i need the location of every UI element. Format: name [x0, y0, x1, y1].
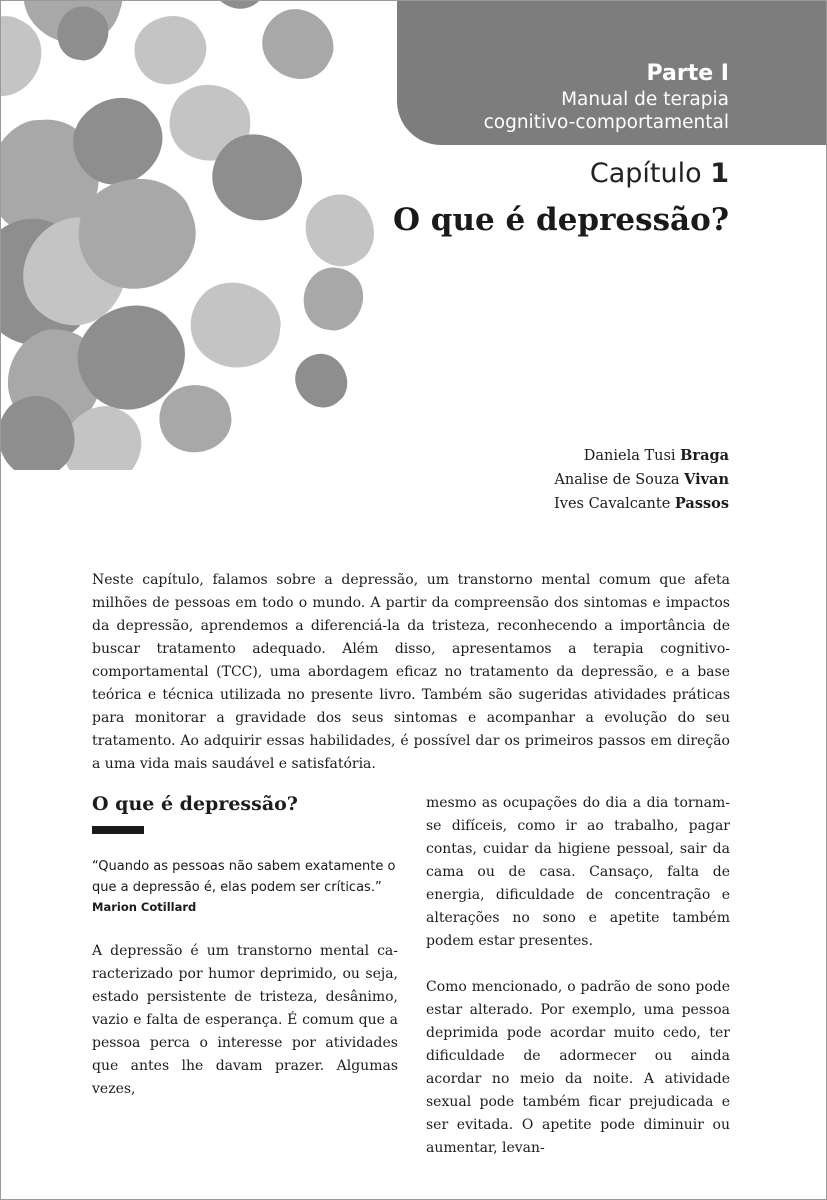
chapter-label — [590, 158, 729, 189]
epigraph-author: Marion Cotillard — [92, 900, 197, 914]
chapter-intro-paragraph: Neste capítulo, falamos sobre a depressão, um transtorno mental comum que afeta milhões de pessoas em todo o mundo. A partir da compreensão dos sintomas e impactos da depressão, aprendemos a diferenciá-la da tristeza, reconhecendo a importância de buscar tratamento adequado. Além disso, apresentamos a terapia cognitivo-comportamental (TCC), uma abordagem eficaz no tratamento da depressão, e a base teórica e técnica utilizada no presente livro. Também são sugeridas atividades práticas para monitorar a gravidade dos seus sintomas e acompanhar a evolução do seu tratamento. Ao adquirir essas habilidades, é possível dar os primeiros passos em direção a uma vida mais saudável e satisfatória. — [92, 572, 730, 772]
paisley-drop — [249, 0, 347, 93]
part-subtitle-line2: cognitivo-comportamental — [483, 112, 729, 133]
author-surname: Braga — [680, 447, 729, 464]
paisley-drop — [197, 0, 279, 20]
body-paragraph: Como mencionado, o padrão de sono pode estar alterado. Por exemplo, uma pessoa deprimida pode acordar muito cedo, ter dificuldade de adormecer ou ainda acordar no meio da noite. A atividade sexual pode também ficar prejudicada e ser evitada. O apetite pode diminuir ou aumentar, levan- — [426, 979, 730, 1156]
chapter-word: Capítulo — [589, 158, 702, 189]
section-title: O que é depressão? — [92, 793, 298, 815]
author — [554, 468, 729, 492]
chapter-number: 1 — [710, 158, 729, 189]
author-surname: Vivan — [684, 471, 729, 488]
decorative-paisley-illustration — [0, 0, 400, 470]
chapter-title: O que é depressão? — [392, 202, 729, 238]
paisley-drop — [159, 385, 231, 452]
author-given-name: Ives Cavalcante — [554, 496, 671, 512]
part-header-tab — [397, 0, 827, 145]
part-subtitle-line1: Manual de terapia — [561, 89, 729, 110]
paisley-drop — [125, 6, 216, 94]
author-list — [554, 444, 729, 516]
epigraph-quote: “Quando as pessoas não sabem exatamente o que a depressão é, elas podem ser críticas.” — [92, 859, 396, 895]
author-surname: Passos — [674, 495, 729, 512]
paisley-drop — [295, 259, 372, 338]
paisley-drop — [296, 185, 384, 276]
section-title-rule — [92, 826, 144, 834]
author-given-name: Daniela Tusi — [583, 448, 676, 464]
paisley-drop — [179, 271, 292, 381]
part-title: Parte I — [646, 61, 729, 86]
right-column — [426, 792, 730, 1160]
author — [554, 444, 729, 468]
body-paragraph: A depressão é um transtorno mental caracterizado por humor deprimido, ou seja, estado persistente de tristeza, desânimo, vazio e falta de esperança. É comum que a pessoa perca o interesse por atividades que antes lhe davam prazer. Algumas vezes, — [92, 943, 398, 1097]
paisley-drop — [286, 345, 357, 417]
body-paragraph: mesmo as ocupações do dia a dia tornam-se difíceis, como ir ao trabalho, pagar contas, cuidar da higiene pessoal, sair da cama ou de casa. Cansaço, falta de energia, dificuldade de concentração e alterações no sono e apetite também podem estar presentes. — [426, 795, 730, 949]
left-column — [92, 790, 398, 1101]
author — [554, 492, 729, 516]
author-given-name: Analise de Souza — [554, 472, 680, 488]
